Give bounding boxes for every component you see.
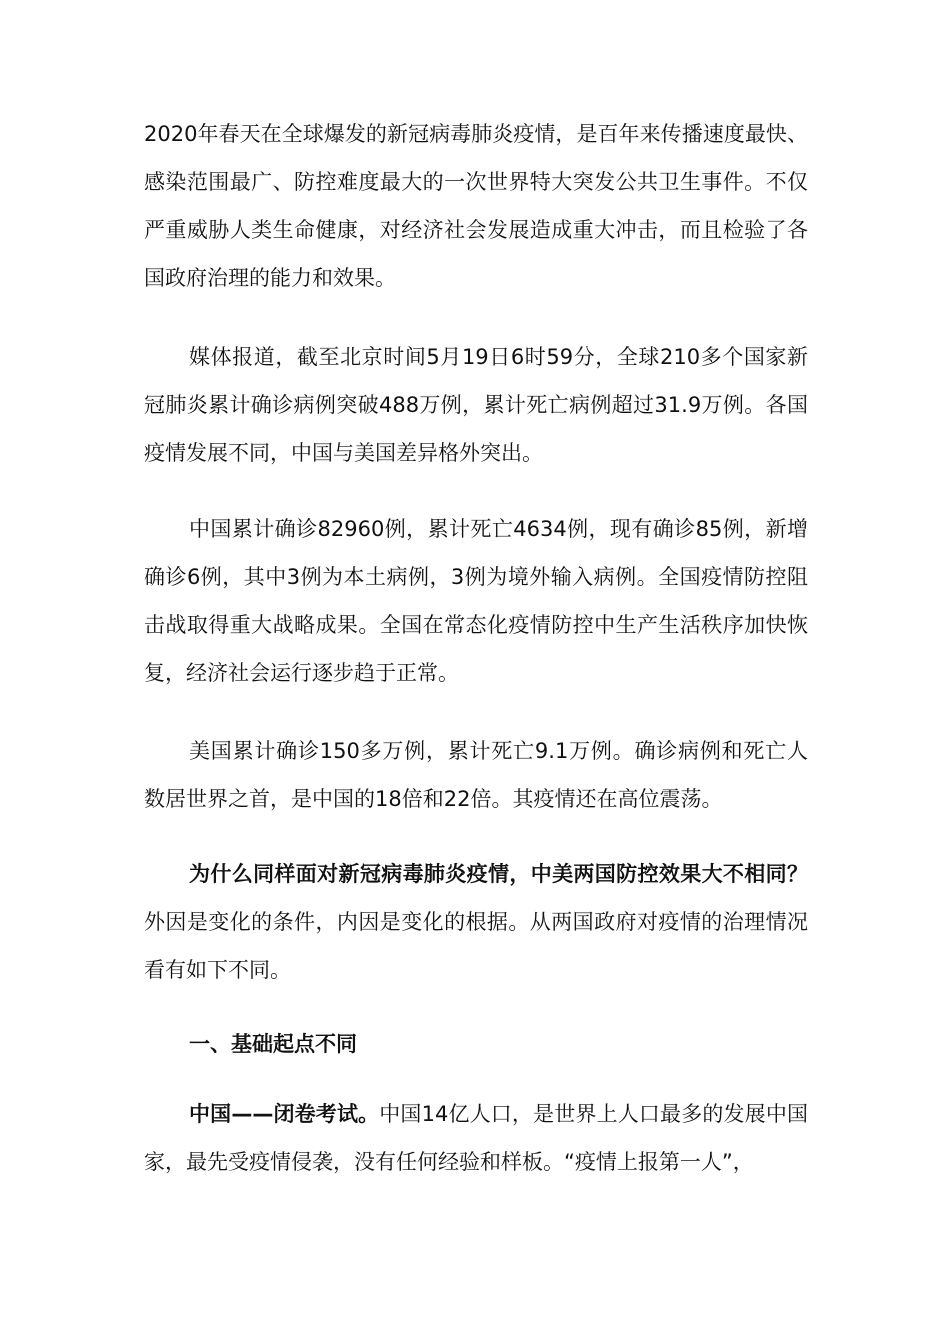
china-closed-exam-label: 中国——闭卷考试。 — [189, 1102, 380, 1126]
paragraph-china-closed-exam — [144, 1090, 808, 1186]
question-bold-text: 为什么同样面对新冠病毒肺炎疫情，中美两国防控效果大不相同？ — [189, 862, 808, 886]
paragraph-media-report: 媒体报道，截至北京时间5月19日6时59分，全球210多个国家新冠肺炎累计确诊病例突破488万例，累计死亡病例超过31.9万例。各国疫情发展不同，中国与美国差异格外突出。 — [144, 345, 808, 465]
section-heading: 一、基础起点不同 — [189, 1032, 357, 1056]
paragraph-question — [144, 850, 808, 994]
question-rest-text: 外因是变化的条件，内因是变化的根据。从两国政府对疫情的治理情况看有如下不同。 — [144, 910, 808, 982]
paragraph-china-stats: 中国累计确诊82960例，累计死亡4634例，现有确诊85例，新增确诊6例，其中3例为本土病例，3例为境外输入病例。全国疫情防控阻击战取得重大战略成果。全国在常态化疫情防控中生产生活秩序加快恢复，经济社会运行逐步趋于正常。 — [144, 517, 808, 685]
paragraph-us-stats: 美国累计确诊150多万例，累计死亡9.1万例。确诊病例和死亡人数居世界之首，是中国的18倍和22倍。其疫情还在高位震荡。 — [144, 739, 808, 811]
china-closed-exam-text: 中国14亿人口，是世界上人口最多的发展中国家，最先受疫情侵袭，没有任何经验和样板。“疫情上报第一人”， — [144, 1102, 808, 1174]
paragraph-intro: 2020年春天在全球爆发的新冠病毒肺炎疫情，是百年来传播速度最快、感染范围最广、防控难度最大的一次世界特大突发公共卫生事件。不仅严重威胁人类生命健康，对经济社会发展造成重大冲击，而且检验了各国政府治理的能力和效果。 — [144, 122, 808, 290]
